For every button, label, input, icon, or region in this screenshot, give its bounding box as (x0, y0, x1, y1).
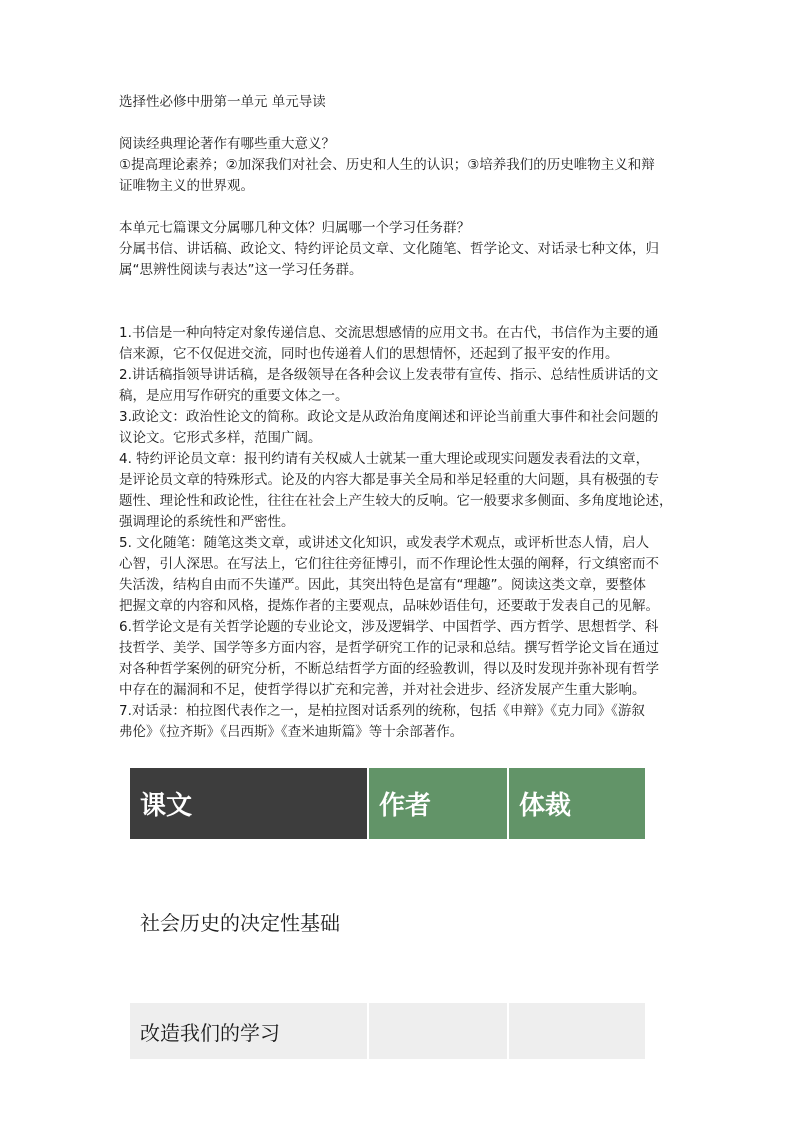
note-line: 4. 特约评论员文章：报刊约请有关权威人士就某一重大理论或现实问题发表看法的文章， (119, 451, 650, 467)
cell-author (368, 1003, 508, 1059)
note-line: 3.政论文：政治性论文的简称。政论文是从政治角度阐述和评论当前重大事件和社会问题的 (119, 409, 659, 425)
note-line: 6.哲学论文是有关哲学论题的专业论文，涉及逻辑学、中国哲学、西方哲学、思想哲学、科 (119, 619, 659, 635)
note-line: 议论文。它形式多样，范围广阔。 (119, 430, 322, 446)
answer-1-line: 证唯物主义的世界观。 (119, 178, 254, 194)
note-line: 7.对话录：柏拉图代表作之一，是柏拉图对话系列的统称，包括《申辩》《克力同》《游叙 (119, 703, 645, 719)
note-line: 5. 文化随笔：随笔这类文章，或讲述文化知识，或发表学术观点，或评析世态人情，启人 (119, 535, 650, 551)
note-line: 题性、理论性和政论性，往往在社会上产生较大的反响。它一般要求多侧面、多角度地论述， (119, 493, 673, 509)
cell-lesson: 改造我们的学习 (130, 1003, 368, 1059)
note-line: 信来源，它不仅促进交流，同时也传递着人们的思想情怀，还起到了报平安的作用。 (119, 346, 619, 362)
question-1: 阅读经典理论著作有哪些重大意义？ (119, 136, 335, 152)
answer-2-line: 分属书信、讲话稿、政论文、特约评论员文章、文化随笔、哲学论文、对话录七种文体，归 (119, 241, 659, 257)
note-line: 是评论员文章的特殊形式。论及的内容大都是事关全局和举足轻重的大问题，具有极强的专 (119, 472, 659, 488)
note-line: 对各种哲学案例的研究分析，不断总结哲学方面的经验教训，得以及时发现并弥补现有哲学 (119, 661, 659, 677)
note-line: 稿，是应用写作研究的重要文体之一。 (119, 388, 349, 404)
note-line: 中存在的漏洞和不足，使哲学得以扩充和完善，并对社会进步、经济发展产生重大影响。 (119, 682, 646, 698)
note-line: 失活泼，结构自由而不失谨严。因此，其突出特色是富有“理趣”。阅读这类文章，要整体 (119, 577, 646, 593)
cell-lesson-text: 社会历史的决定性基础 (140, 911, 340, 935)
note-line: 1.书信是一种向特定对象传递信息、交流思想感情的应用文书。在古代，书信作为主要的通 (119, 325, 659, 341)
note-line: 技哲学、美学、国学等多方面内容，是哲学研究工作的记录和总结。撰写哲学论文旨在通过 (119, 640, 659, 656)
table-row (130, 1003, 646, 1059)
question-2: 本单元七篇课文分属哪几种文体？归属哪一个学习任务群？ (119, 220, 470, 236)
answer-1-line: ①提高理论素养；②加深我们对社会、历史和人生的认识；③培养我们的历史唯物主义和辩 (119, 157, 655, 173)
cell-genre (508, 1003, 646, 1059)
cell-author (368, 839, 508, 1003)
header-genre: 体裁 (508, 768, 646, 839)
lessons-table (130, 768, 647, 1059)
note-line: 强调理论的系统性和严密性。 (119, 514, 295, 530)
document-body (119, 92, 679, 743)
note-line: 弗伦》《拉齐斯》《吕西斯》《查米迪斯篇》等十余部著作。 (119, 724, 464, 740)
question-2-section (119, 218, 679, 281)
genre-notes (119, 323, 679, 743)
answer-2-line: 属“思辨性阅读与表达”这一学习任务群。 (119, 262, 363, 278)
cell-genre (508, 839, 646, 1003)
header-lesson: 课文 (130, 768, 368, 839)
cell-lesson (130, 839, 368, 1003)
note-line: 2.讲话稿指领导讲话稿，是各级领导在各种会议上发表带有宣传、指示、总结性质讲话的文 (119, 367, 659, 383)
table-header-row (130, 768, 646, 839)
note-line: 心智，引人深思。在写法上，它们往往旁征博引，而不作理论性太强的阐释，行文缜密而不 (119, 556, 659, 572)
note-line: 把握文章的内容和风格，提炼作者的主要观点，品味妙语佳句，还要敢于发表自己的见解。 (119, 598, 659, 614)
header-author: 作者 (368, 768, 508, 839)
page-title: 选择性必修中册第一单元 单元导读 (119, 94, 326, 110)
table-row (130, 839, 646, 1003)
question-1-section (119, 134, 679, 197)
